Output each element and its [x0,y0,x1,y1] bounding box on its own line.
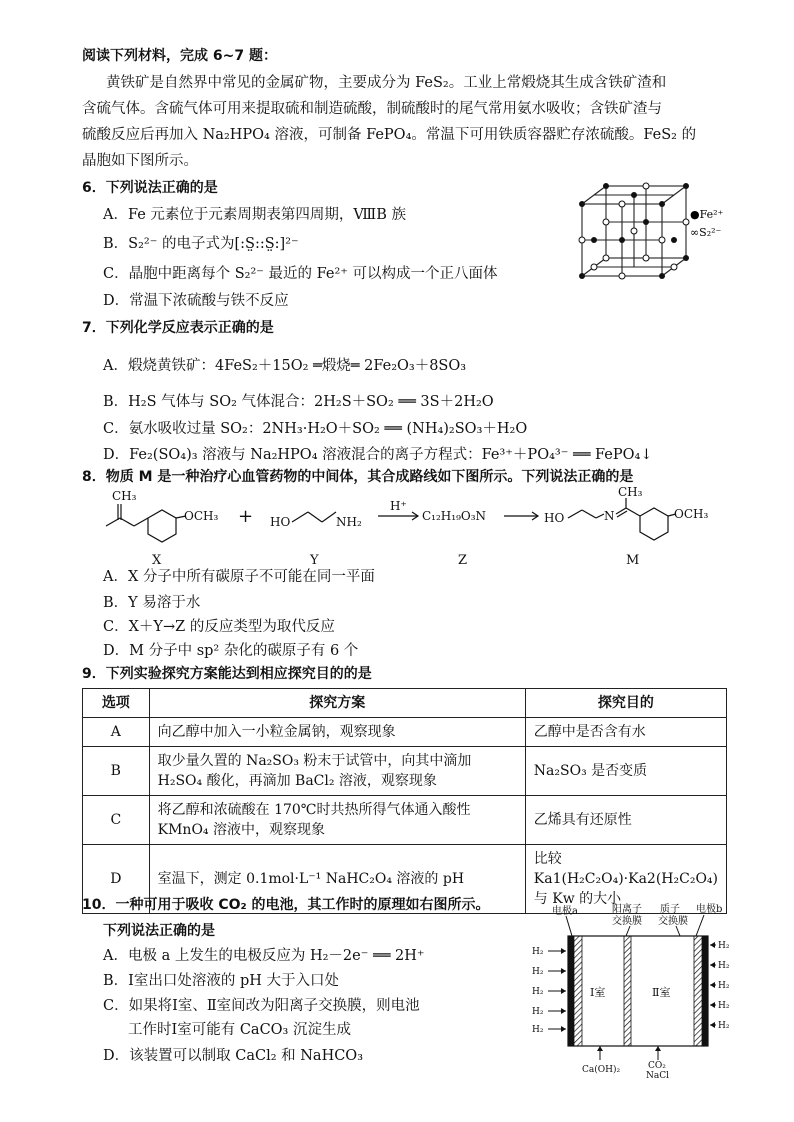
row-plan: 室温下，测定 0.1mol·L⁻¹ NaHC₂O₄ 溶液的 pH [149,845,525,914]
inlet-nacl: NaCl [646,1071,670,1080]
row-option: D [83,845,150,914]
q8-option-a: A．X 分子中所有碳原子不可能在同一平面 [103,569,375,585]
h2-right-1: H₂ [718,941,730,951]
row-plan: 向乙醇中加入一小粒金属钠，观察现象 [149,718,525,747]
q6-option-b: B．S₂²⁻ 的电子式为[:S̤::S̤:]²⁻ [103,236,299,252]
row-goal: 乙烯具有还原性 [525,796,726,845]
cation-membrane-label-1: 阳离子 [612,904,642,915]
q6-option-c: C．晶胞中距离每个 S₂²⁻ 最近的 Fe²⁺ 可以构成一个正八面体 [103,266,498,282]
q9-stem: 9．下列实验探究方案能达到相应探究目的的是 [82,666,372,682]
m-label: M [626,553,640,568]
legend-s2: ∞S₂²⁻ [690,226,722,239]
inlet-caoh2: Ca(OH)₂ [582,1065,621,1075]
row-goal: 乙醇中是否含有水 [525,718,726,747]
m-ho: HO [544,511,565,525]
q8-synthesis-scheme [96,486,736,568]
h2-right-2: H₂ [718,961,730,971]
row-option: B [83,747,150,796]
q6-option-d: D．常温下浓硫酸与铁不反应 [103,293,289,309]
q9-experiment-table [82,688,727,914]
table-row [83,796,727,845]
q7-option-d: D．Fe₂(SO₄)₃ 溶液与 Na₂HPO₄ 溶液混合的离子方程式：Fe³⁺＋PO₄³⁻ ══ FePO₄↓ [103,447,653,463]
row-goal: Na₂SO₃ 是否变质 [525,747,726,796]
y-label: Y [310,553,319,568]
h2-left-4: H₂ [532,1007,544,1017]
q7-option-a: A．煅烧黄铁矿：4FeS₂＋15O₂ ═煅烧═ 2Fe₂O₃＋8SO₃ [103,358,467,374]
x-label: X [152,553,162,568]
q10-stem-2: 下列说法正确的是 [103,923,215,939]
intro-line-2: 含硫气体。含硫气体可用来提取硫和制造硫酸，制硫酸时的尾气常用氨水吸收；含铁矿渣与 [82,101,662,117]
row-option: C [83,796,150,845]
electrode-b-label: 电极b [696,904,723,915]
proton-membrane-label-2: 交换膜 [658,916,688,927]
m-och3: OCH₃ [674,507,709,521]
inlet-co2: CO₂ [648,1061,666,1071]
m-ch3: CH₃ [618,486,643,499]
intro-line-4: 晶胞如下图所示。 [82,153,198,169]
h2-left-1: H₂ [532,947,544,957]
proton-membrane-label-1: 质子 [660,904,680,915]
row-plan: 将乙醇和浓硫酸在 170℃时共热所得气体通入酸性 KMnO₄ 溶液中，观察现象 [149,796,525,845]
intro-line-3: 硫酸反应后再加入 Na₂HPO₄ 溶液，可制备 FePO₄。常温下可用铁质容器贮存浓硫酸。FeS₂ 的 [82,127,697,143]
x-ch3: CH₃ [112,489,137,503]
table-row [83,747,727,796]
q7-stem: 7．下列化学反应表示正确的是 [82,320,274,336]
intro-line-1: 黄铁矿是自然界中常见的金属矿物，主要成分为 FeS₂。工业上常煅烧其生成含铁矿渣和 [106,75,667,91]
z-formula: C₁₂H₁₉O₃N [422,509,487,523]
y-ho: HO [270,515,291,529]
q6-option-a: A．Fe 元素位于元素周期表第四周期，ⅧB 族 [103,207,407,223]
h2-right-4: H₂ [718,1001,730,1011]
row-goal: 比较 Ka1(H₂C₂O₄)·Ka2(H₂C₂O₄) 与 Kw 的大小 [525,845,726,914]
q8-stem: 8．物质 M 是一种治疗心血管药物的中间体，其合成路线如下图所示。下列说法正确的是 [82,469,634,485]
header-option: 选项 [83,689,150,718]
plus-sign: + [238,506,254,527]
q7-option-b: B．H₂S 气体与 SO₂ 气体混合：2H₂S＋SO₂ ══ 3S＋2H₂O [103,394,494,410]
h2-left-2: H₂ [532,967,544,977]
q8-option-d: D．M 分子中 sp² 杂化的碳原子有 6 个 [103,643,359,659]
q7-option-c: C．氨水吸收过量 SO₂：2NH₃·H₂O＋SO₂ ══ (NH₄)₂SO₃＋H₂O [103,421,528,437]
row-plan: 取少量久置的 Na₂SO₃ 粉末于试管中，向其中滴加 H₂SO₄ 酸化，再滴加 BaCl₂ 溶液，观察现象 [149,747,525,796]
row-option: A [83,718,150,747]
h2-left-3: H₂ [532,987,544,997]
table-row [83,718,727,747]
h2-right-3: H₂ [718,981,730,991]
room-2-label: Ⅱ室 [652,986,671,999]
fes2-unit-cell-diagram [578,182,728,282]
q10-option-b: B．Ⅰ室出口处溶液的 pH 大于入口处 [103,973,340,989]
battery-cell-diagram [530,900,740,1080]
h2-left-5: H₂ [532,1025,544,1035]
q10-option-a: A．电极 a 上发生的电极反应为 H₂－2e⁻ ══ 2H⁺ [103,948,425,964]
q10-option-d: D．该装置可以制取 CaCl₂ 和 NaHCO₃ [103,1048,364,1064]
room-1-label: Ⅰ室 [590,986,606,999]
m-n: N [604,509,615,523]
h2-right-5: H₂ [718,1021,730,1031]
table-header-row [83,689,727,718]
header-goal: 探究目的 [525,689,726,718]
legend-fe: ●Fe²⁺ [690,208,724,221]
q8-option-c: C．X＋Y→Z 的反应类型为取代反应 [103,619,335,635]
z-label: Z [458,553,468,568]
q10-option-c: C．如果将Ⅰ室、Ⅱ室间改为阳离子交换膜，则电池 [103,998,420,1014]
q6-stem: 6．下列说法正确的是 [82,180,218,196]
q8-option-b: B．Y 易溶于水 [103,595,201,611]
electrode-a-label: 电极a [552,906,578,917]
h-plus-catalyst: H⁺ [390,499,407,513]
y-nh2: NH₂ [336,515,362,529]
cation-membrane-label-2: 交换膜 [612,916,642,927]
x-och3: OCH₃ [184,509,219,523]
q10-option-c-cont: 工作时Ⅰ室可能有 CaCO₃ 沉淀生成 [128,1022,351,1038]
header-plan: 探究方案 [149,689,525,718]
intro-heading: 阅读下列材料，完成 6~7 题： [82,48,277,64]
q10-stem: 10．一种可用于吸收 CO₂ 的电池，其工作时的原理如右图所示。 [82,897,490,913]
